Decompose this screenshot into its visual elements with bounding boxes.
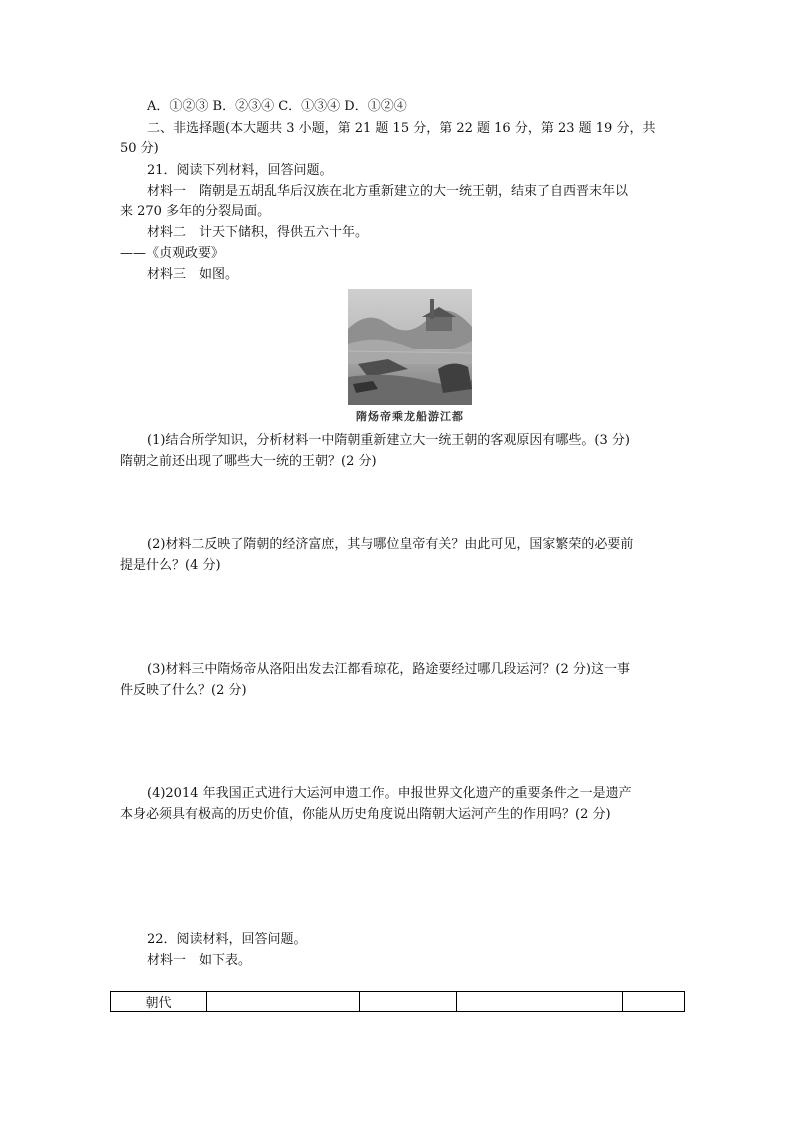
q21-part3-line1: (3)材料三中隋炀帝从洛阳出发去江都看琼花，路途要经过哪几段运河？(2 分)这一事 bbox=[147, 662, 630, 677]
q21-part1-line1: (1)结合所学知识，分析材料一中隋朝重新建立大一统王朝的客观原因有哪些。(3 分) bbox=[147, 433, 630, 448]
q20-options: A．①②③ B．②③④ C．①③④ D．①②④ bbox=[147, 99, 407, 114]
q21-part3-line2: 件反映了什么？(2 分) bbox=[120, 683, 247, 698]
table-header-cell bbox=[207, 992, 360, 1012]
q21-part4-line2: 本身必须具有极高的历史价值，你能从历史角度说出隋朝大运河产生的作用吗？(2 分) bbox=[120, 807, 611, 822]
q21-part1-line2: 隋朝之前还出现了哪些大一统的王朝？(2 分) bbox=[120, 454, 377, 469]
figure-caption: 隋炀帝乘龙船游江都 bbox=[356, 410, 464, 423]
q21-title: 21．阅读下列材料，回答问题。 bbox=[147, 163, 333, 178]
q21-material2: 材料二 计天下储积，得供五六十年。 bbox=[147, 225, 369, 240]
table-header-row bbox=[111, 992, 685, 1012]
q21-material1-line2: 来 270 多年的分裂局面。 bbox=[120, 204, 271, 219]
q21-material2-source: ——《贞观政要》 bbox=[120, 246, 225, 261]
q21-part2-line2: 提是什么？(4 分) bbox=[120, 558, 221, 573]
section-heading-line1: 二、非选择题(本大题共 3 小题，第 21 题 15 分，第 22 题 16 分，第 23 题 19 分，共 bbox=[147, 121, 656, 136]
q21-material3: 材料三 如图。 bbox=[147, 267, 239, 282]
table-header-cell bbox=[457, 992, 623, 1012]
q21-material1-line1: 材料一 隋朝是五胡乱华后汉族在北方重新建立的大一统王朝，结束了自西晋末年以 bbox=[147, 184, 629, 199]
q22-material1: 材料一 如下表。 bbox=[147, 953, 252, 968]
q21-part4-line1: (4)2014 年我国正式进行大运河申遗工作。申报世界文化遗产的重要条件之一是遗产 bbox=[147, 786, 632, 801]
table-header-cell bbox=[623, 992, 685, 1012]
table-header-cell bbox=[360, 992, 457, 1012]
table-header-cell: 朝代 bbox=[111, 992, 207, 1012]
dragon-boat-painting-image bbox=[348, 289, 472, 405]
q21-part2-line1: (2)材料二反映了隋朝的经济富庶，其与哪位皇帝有关？由此可见，国家繁荣的必要前 bbox=[147, 537, 634, 552]
dynasty-table bbox=[110, 991, 685, 1012]
q22-title: 22．阅读材料，回答问题。 bbox=[147, 932, 307, 947]
section-heading-line2: 50 分) bbox=[120, 141, 159, 156]
